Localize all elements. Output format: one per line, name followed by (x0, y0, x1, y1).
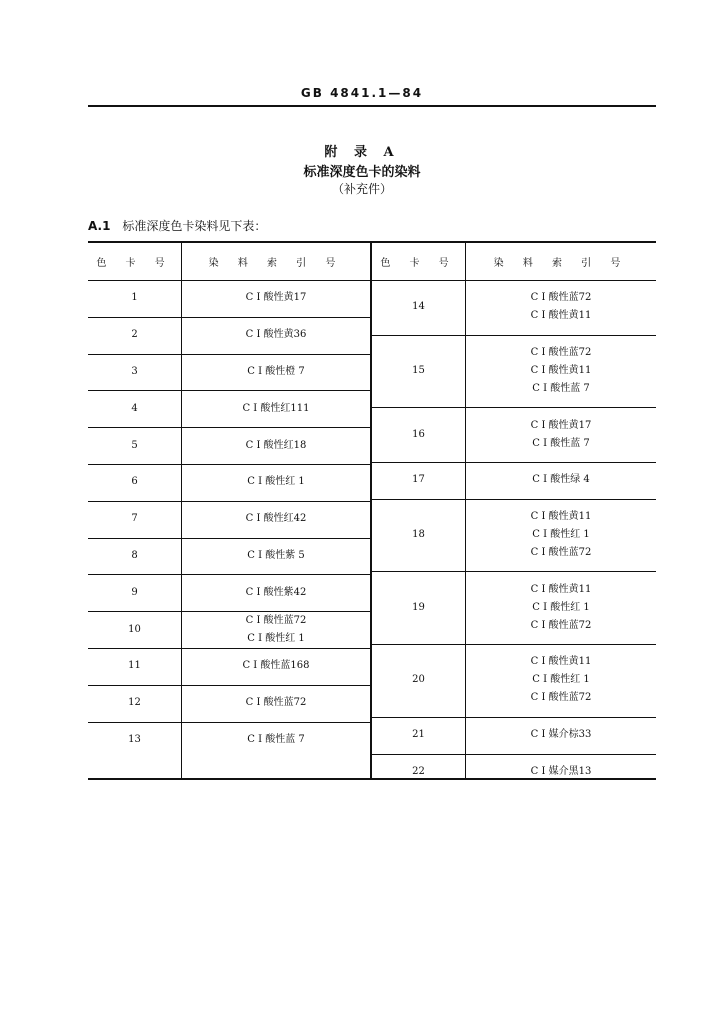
dye-index-entry: C I 酸性黄17 (245, 292, 307, 304)
dye-index-cell (182, 538, 370, 575)
col-header-card-no: 色 卡 号 (88, 243, 181, 281)
dye-index-entry: C I 酸性红 1 (532, 601, 590, 613)
section-number: A.1 (88, 219, 111, 233)
dye-index-entry: C I 酸性紫 5 (247, 549, 305, 561)
card-number-cell: 20 (412, 674, 425, 686)
dye-index-entry: C I 酸性黄11 (530, 656, 592, 668)
card-number-cell: 4 (131, 402, 138, 414)
dye-index-entry: C I 酸性红 1 (532, 528, 590, 540)
dye-index-entry: C I 酸性红18 (245, 439, 307, 451)
appendix-note: （补充件） (331, 182, 392, 196)
card-number-cell: 18 (412, 528, 425, 540)
dye-index-entry: C I 酸性蓝72 (245, 697, 307, 709)
dye-index-cell (466, 717, 656, 754)
dye-index-entry: C I 酸性红 1 (247, 632, 305, 644)
card-number-cell: 6 (131, 476, 138, 488)
card-number-cell: 17 (412, 474, 425, 486)
dye-index-entry: C I 媒介棕33 (530, 729, 592, 741)
dye-index-cell (182, 427, 370, 464)
dye-table (88, 241, 656, 780)
dye-index-cell (182, 685, 370, 722)
card-number-cell: 21 (412, 729, 425, 741)
dye-index-cell (182, 501, 370, 538)
card-number-cell: 11 (128, 660, 141, 672)
dye-index-cell (466, 462, 656, 499)
dye-index-entry: C I 酸性黄11 (530, 510, 592, 522)
dye-index-entry: C I 媒介黑13 (530, 765, 592, 777)
dye-index-entry: C I 酸性蓝72 (530, 619, 592, 631)
dye-index-entry: C I 酸性蓝72 (530, 546, 592, 558)
dye-index-entry: C I 酸性红111 (242, 402, 310, 414)
dye-index-entry: C I 酸性黄17 (530, 419, 592, 431)
card-number-cell: 15 (412, 364, 425, 376)
card-number-cell: 14 (412, 301, 425, 313)
dye-index-entry: C I 酸性蓝168 (242, 660, 310, 672)
card-number-cell: 13 (128, 733, 141, 745)
dye-index-entry: C I 酸性黄11 (530, 364, 592, 376)
dye-index-entry: C I 酸性红 1 (247, 476, 305, 488)
dye-index-entry: C I 酸性橙 7 (247, 365, 305, 377)
dye-index-entry: C I 酸性蓝 7 (247, 733, 305, 745)
card-number-cell: 12 (128, 697, 141, 709)
card-number-cell: 22 (412, 765, 425, 777)
card-number-cell: 5 (131, 439, 138, 451)
dye-index-cell (182, 390, 370, 427)
dye-index-entry: C I 酸性绿 4 (532, 474, 590, 486)
dye-table-left (88, 243, 370, 778)
card-number-cell: 10 (128, 623, 141, 635)
standard-code: GB 4841.1—84 (300, 86, 424, 100)
dye-index-cell (182, 574, 370, 611)
dye-index-entry: C I 酸性红 1 (532, 674, 590, 686)
card-number-cell: 3 (131, 365, 138, 377)
col-header-dye-index: 染 料 索 引 号 (466, 243, 656, 281)
dye-index-cell (466, 335, 656, 408)
dye-index-cell (466, 571, 656, 644)
col-header-card-no: 色 卡 号 (372, 243, 465, 281)
dye-index-entry: C I 酸性蓝72 (530, 292, 592, 304)
card-number-cell: 19 (412, 601, 425, 613)
dye-index-entry: C I 酸性黄11 (530, 310, 592, 322)
card-number-cell: 7 (131, 513, 138, 525)
dye-index-entry: C I 酸性蓝 7 (532, 382, 590, 394)
dye-index-cell (182, 464, 370, 501)
dye-index-cell (182, 317, 370, 354)
dye-table-right (372, 243, 656, 778)
dye-index-cell (182, 722, 370, 759)
section-text: 标准深度色卡染料见下表： (122, 219, 267, 233)
dye-index-cell (182, 354, 370, 391)
appendix-title: 附 录 A (324, 145, 400, 160)
dye-index-cell (466, 754, 656, 791)
appendix-subtitle: 标准深度色卡的染料 (303, 165, 421, 180)
card-number-cell: 1 (131, 292, 138, 304)
dye-index-entry: C I 酸性黄36 (245, 329, 307, 341)
dye-index-entry: C I 酸性蓝72 (530, 692, 592, 704)
dye-index-entry: C I 酸性蓝72 (530, 346, 592, 358)
dye-index-cell (466, 280, 656, 335)
dye-index-entry: C I 酸性红42 (245, 513, 307, 525)
dye-index-entry: C I 酸性蓝 7 (532, 437, 590, 449)
dye-index-cell (466, 644, 656, 717)
dye-index-entry: C I 酸性蓝72 (245, 614, 307, 626)
section-heading (88, 217, 266, 234)
card-number-cell: 8 (131, 549, 138, 561)
card-number-cell: 9 (131, 586, 138, 598)
dye-index-entry: C I 酸性紫42 (245, 586, 307, 598)
dye-index-cell (466, 407, 656, 462)
card-number-cell: 16 (412, 428, 425, 440)
dye-index-cell (182, 280, 370, 317)
card-number-cell: 2 (131, 329, 138, 341)
dye-index-entry: C I 酸性黄11 (530, 583, 592, 595)
header-rule (88, 105, 656, 107)
dye-index-cell (182, 611, 370, 648)
dye-index-cell (466, 499, 656, 572)
dye-index-cell (182, 648, 370, 685)
col-header-dye-index: 染 料 索 引 号 (182, 243, 370, 281)
